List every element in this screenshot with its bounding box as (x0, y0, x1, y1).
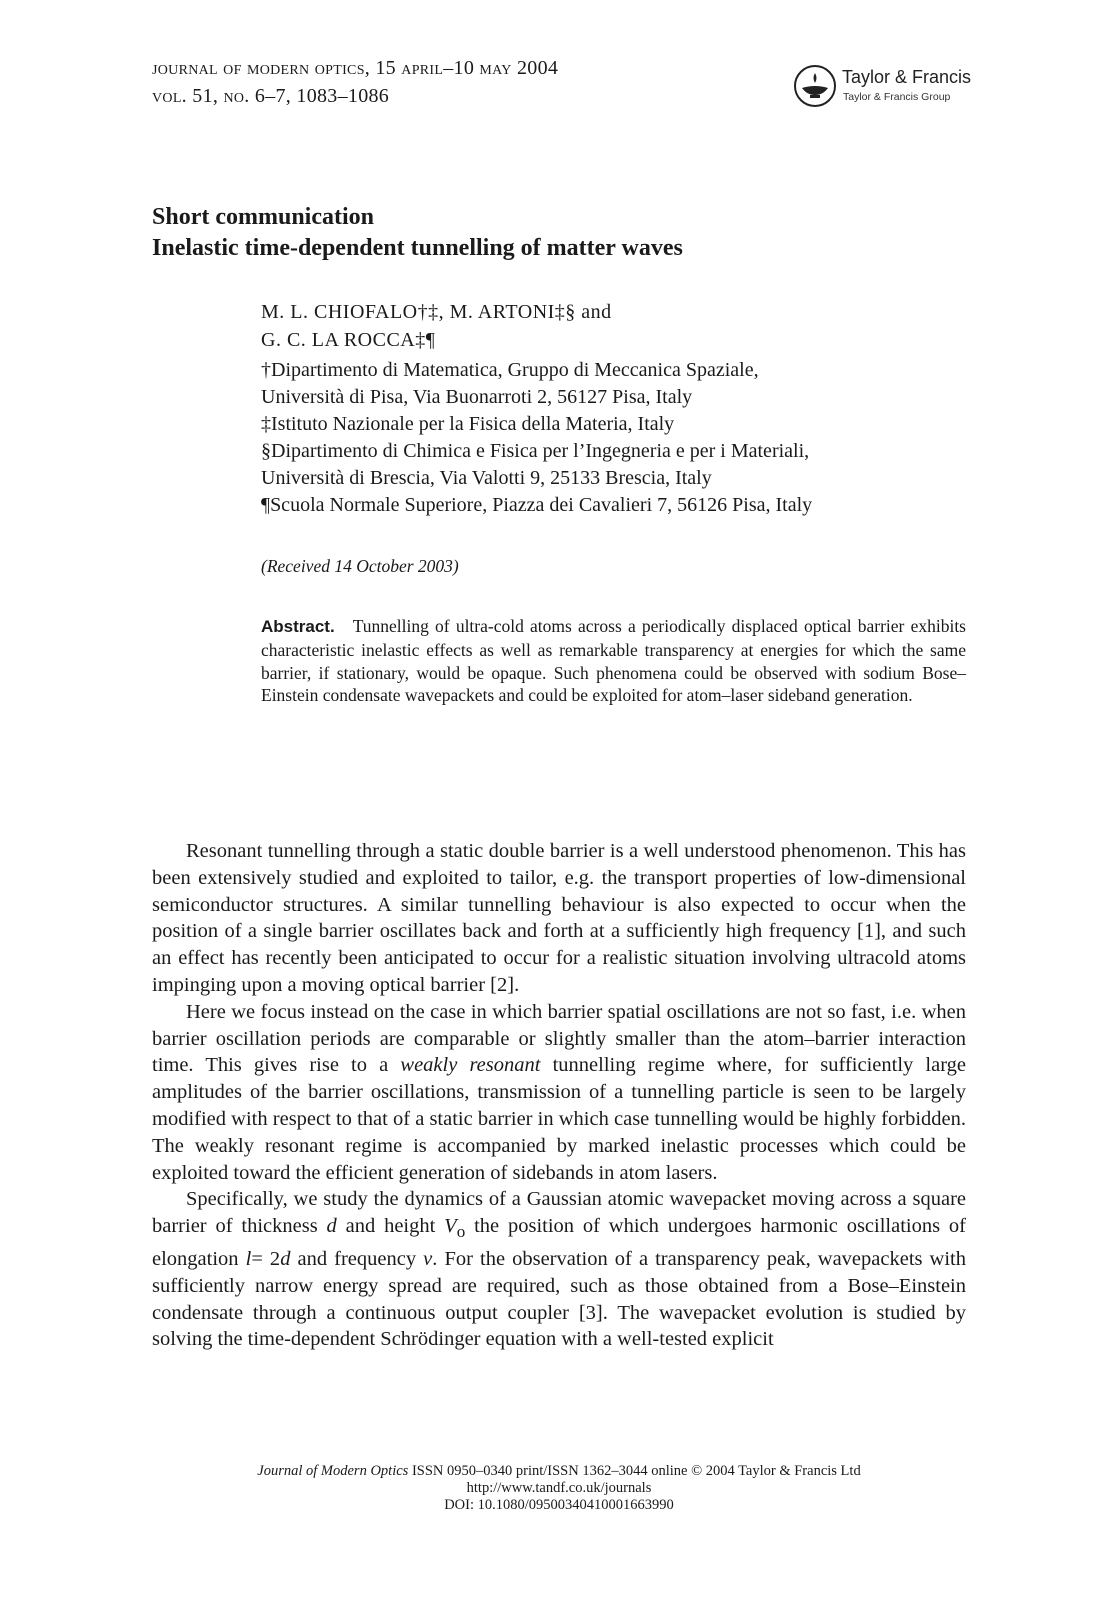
publisher-name: Taylor & Francis (842, 67, 972, 87)
footer-doi: DOI: 10.1080/09500340410001663990 (444, 1497, 674, 1513)
journal-header (152, 54, 558, 110)
footer-url: http://www.tandf.co.uk/journals (466, 1480, 652, 1496)
article-title: Inelastic time-dependent tunnelling of matter waves (152, 235, 683, 261)
affiliations (261, 357, 812, 519)
abstract-text: Tunnelling of ultra-cold atoms across a periodically displaced optical barrier exhibits characteristic inelastic effects as well as remarkable transparency at energies for which the same barrier, if stationary, would be opaque. Such phenomena could be observed with sodium Bose–Einstein condensate wavepackets and could be exploited for atom–laser sideband generation. (261, 616, 966, 706)
journal-line: journal of modern optics, 15 april–10 may 2004 (152, 57, 559, 79)
affiliation-line: ¶Scuola Normale Superiore, Piazza dei Cavalieri 7, 56126 Pisa, Italy (261, 494, 813, 516)
body-text (152, 838, 966, 1353)
affiliation-line: Università di Pisa, Via Buonarroti 2, 56127 Pisa, Italy (261, 386, 693, 408)
lamp-icon (793, 64, 837, 108)
affiliation-line: †Dipartimento di Matematica, Gruppo di Meccanica Spaziale, (261, 359, 759, 381)
authors-line-1: M. L. CHIOFALO†‡, M. ARTONI‡§ and (261, 301, 612, 323)
footer-issn-line: Journal of Modern Optics ISSN 0950–0340 print/ISSN 1362–3044 online © 2004 Taylor & Francis Ltd (257, 1463, 861, 1479)
affiliation-line: §Dipartimento di Chimica e Fisica per l’Ingegneria e per i Materiali, (261, 440, 810, 462)
title-block (152, 202, 683, 264)
paragraph-2: Here we focus instead on the case in which barrier spatial oscillations are not so fast, i.e. when barrier oscillation periods are comparable or slightly smaller than the atom–barrier interaction time. This gives rise to a weakly resonant tunnelling regime where, for sufficiently large amplitudes of the barrier oscillations, transmission of a tunnelling particle is seen to be largely modified with respect to that of a static barrier in which case tunnelling would be highly forbidden. The weakly resonant regime is accompanied by marked inelastic processes which could be exploited toward the efficient generation of sidebands in atom lasers. (152, 1000, 967, 1184)
abstract (261, 615, 966, 707)
affiliation-line: ‡Istituto Nazionale per la Fisica della Materia, Italy (261, 413, 675, 435)
abstract-label: Abstract. (261, 617, 335, 636)
article-type: Short communication (152, 204, 374, 230)
publisher-group: Taylor & Francis Group (843, 91, 951, 103)
footer (152, 1463, 966, 1514)
paragraph-1: Resonant tunnelling through a static double barrier is a well understood phenomenon. This has been extensively studied and exploited to tailor, e.g. the transport properties of low-dimensional semiconductor structures. A similar tunnelling behaviour is also expected to occur when the position of a single barrier oscillates back and forth at a sufficiently high frequency [1], and such an effect has recently been anticipated to occur for a realistic situation involving ultracold atoms impinging upon a moving optical barrier [2]. (152, 840, 966, 996)
volume-line: vol. 51, no. 6–7, 1083–1086 (152, 85, 390, 107)
authors (261, 298, 612, 354)
authors-line-2: G. C. LA ROCCA‡¶ (261, 329, 436, 351)
affiliation-line: Università di Brescia, Via Valotti 9, 25133 Brescia, Italy (261, 467, 712, 489)
received-date: (Received 14 October 2003) (261, 556, 459, 576)
paragraph-3: Specifically, we study the dynamics of a Gaussian atomic wavepacket moving across a square barrier of thickness d and height $V_o$ the position of which undergoes harmonic oscillations of elongation l= 2d and frequency ν. For the observation of a transparency peak, wavepackets with sufficiently narrow energy spread are required, such as those obtained from a Bose–Einstein condensate through a continuous output coupler [3]. The wavepacket evolution is studied by solving the time-dependent Schrödinger equation with a well-tested explicit (152, 1188, 967, 1351)
publisher-logo (793, 64, 983, 112)
